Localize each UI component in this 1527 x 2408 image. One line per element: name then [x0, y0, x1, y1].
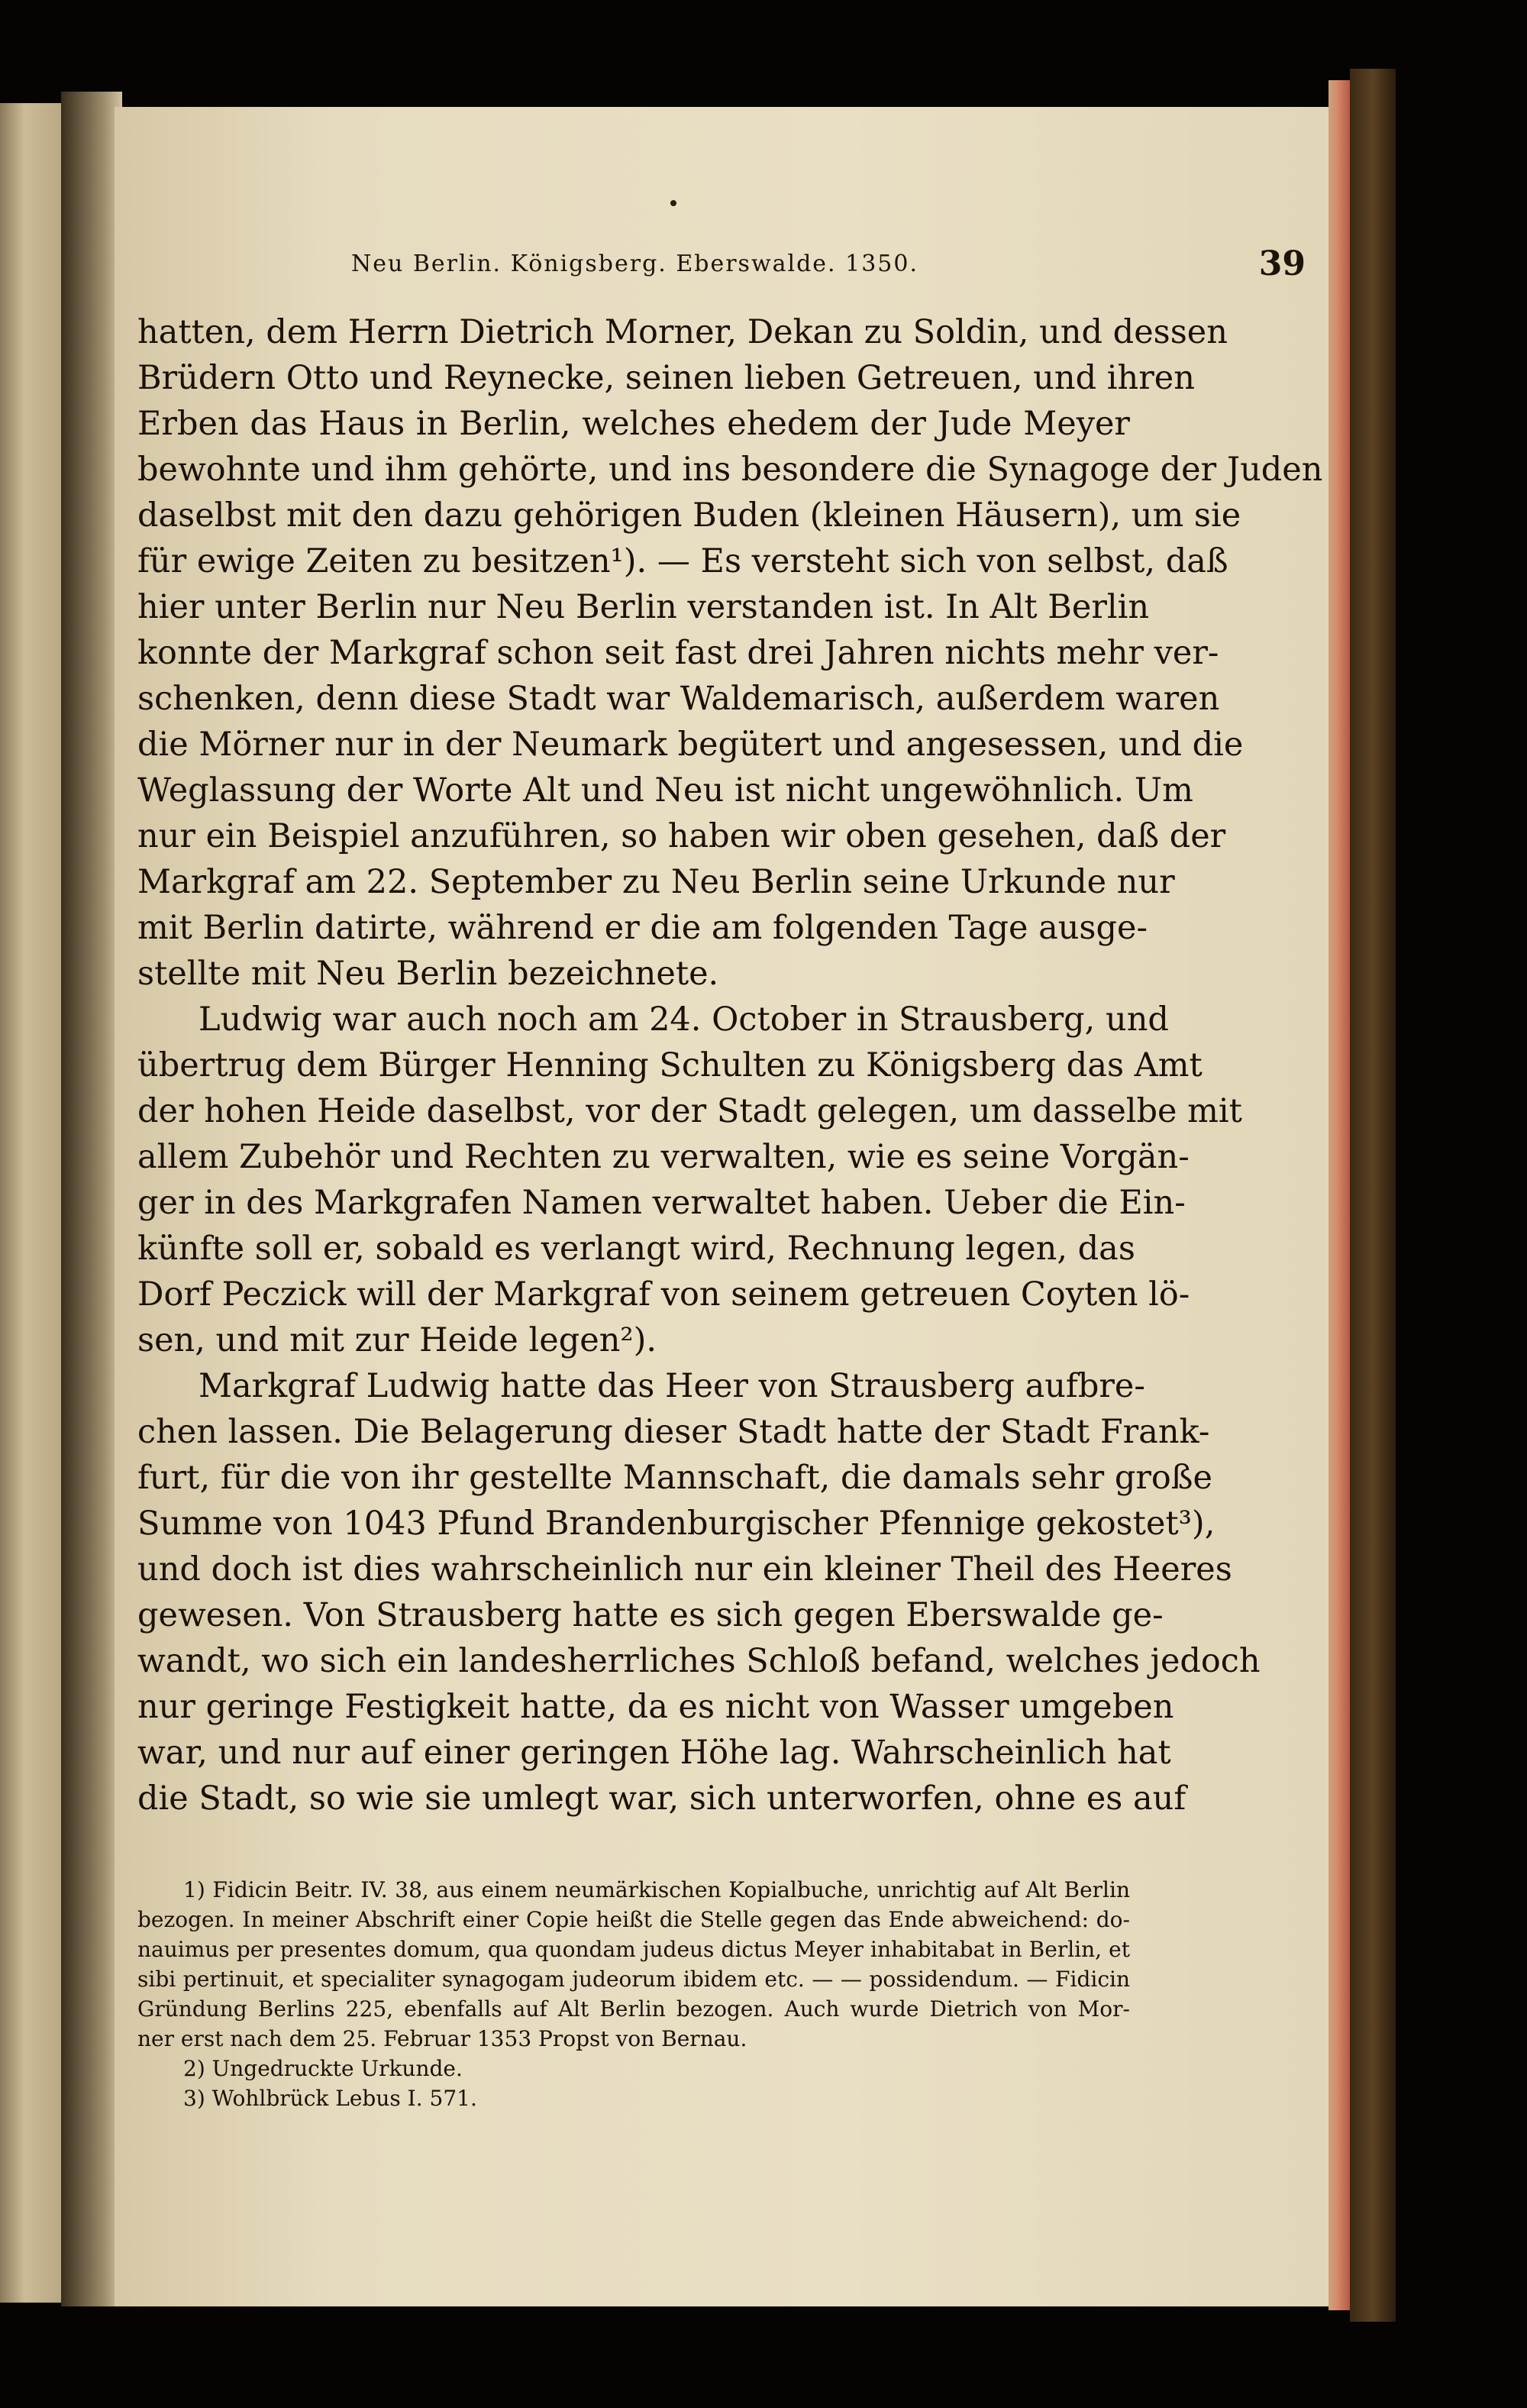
footnote-line: ner erst nach dem 25. Februar 1353 Propst von Bernau.	[137, 2026, 747, 2051]
text-line: und doch ist dies wahrscheinlich nur ein kleiner Theil des Heeres	[137, 1550, 1232, 1589]
text-line: nur geringe Festigkeit hatte, da es nicht von Wasser umgeben	[137, 1688, 1174, 1726]
text-line: gewesen. Von Strausberg hatte es sich gegen Eberswalde ge-	[137, 1596, 1164, 1634]
text-line: die Stadt, so wie sie umlegt war, sich unterworfen, ohne es auf	[137, 1779, 1186, 1818]
footnote-line: 1) Fidicin Beitr. IV. 38, aus einem neumärkischen Kopialbuche, unrichtig auf Alt Berlin	[183, 1877, 1130, 1902]
text-line: schenken, denn diese Stadt war Waldemarisch, außerdem waren	[137, 680, 1220, 718]
left-page-edge	[0, 103, 61, 2303]
text-line: konnte der Markgraf schon seit fast drei Jahren nichts mehr ver-	[137, 634, 1219, 672]
footnotes	[137, 1875, 1130, 2113]
text-line: Markgraf Ludwig hatte das Heer von Strausberg aufbre-	[199, 1367, 1145, 1405]
text-line: Markgraf am 22. September zu Neu Berlin seine Urkunde nur	[137, 863, 1175, 901]
text-line: mit Berlin datirte, während er die am folgenden Tage ausge-	[137, 909, 1148, 947]
text-line: allem Zubehör und Rechten zu verwalten, wie es seine Vorgän-	[137, 1138, 1190, 1176]
text-line: stellte mit Neu Berlin bezeichnete.	[137, 955, 719, 993]
page-number: 39	[1258, 244, 1306, 283]
text-line: übertrug dem Bürger Henning Schulten zu Königsberg das Amt	[137, 1046, 1203, 1084]
text-line: Brüdern Otto und Reynecke, seinen lieben Getreuen, und ihren	[137, 359, 1195, 397]
text-line: bewohnte und ihm gehörte, und ins besondere die Synagoge der Juden	[137, 451, 1323, 489]
text-line: der hohen Heide daselbst, vor der Stadt gelegen, um dasselbe mit	[137, 1092, 1242, 1130]
text-line: sen, und mit zur Heide legen²).	[137, 1321, 657, 1359]
text-line: furt, für die von ihr gestellte Mannschaft, die damals sehr große	[137, 1459, 1212, 1497]
text-line: ger in des Markgrafen Namen verwaltet haben. Ueber die Ein-	[137, 1184, 1186, 1222]
running-head: Neu Berlin. Königsberg. Eberswalde. 1350.	[351, 250, 919, 277]
text-line: die Mörner nur in der Neumark begütert und angesessen, und die	[137, 726, 1244, 764]
text-line: Dorf Peczick will der Markgraf von seinem getreuen Coyten lö-	[137, 1275, 1190, 1314]
footnote-line: nauimus per presentes domum, qua quondam judeus dictus Meyer inhabitabat in Berlin, et	[137, 1937, 1130, 1962]
footnote-line: 3) Wohlbrück Lebus I. 571.	[183, 2086, 477, 2111]
text-line: hier unter Berlin nur Neu Berlin verstanden ist. In Alt Berlin	[137, 588, 1150, 626]
page-block-edge	[1328, 80, 1350, 2310]
book-gutter	[61, 92, 122, 2306]
text-line: künfte soll er, sobald es verlangt wird, Rechnung legen, das	[137, 1230, 1135, 1268]
page-header	[336, 244, 1321, 283]
text-line: Summe von 1043 Pfund Brandenburgischer Pfennige gekostet³),	[137, 1505, 1215, 1543]
text-line: daselbst mit den dazu gehörigen Buden (kleinen Häusern), um sie	[137, 496, 1241, 535]
text-line: chen lassen. Die Belagerung dieser Stadt hatte der Stadt Frank-	[137, 1413, 1210, 1451]
text-line: Erben das Haus in Berlin, welches ehedem der Jude Meyer	[137, 405, 1130, 443]
text-line: hatten, dem Herrn Dietrich Morner, Dekan zu Soldin, und dessen	[137, 313, 1228, 351]
footnote-line: sibi pertinuit, et specialiter synagogam judeorum ibidem etc. — — possidendum. — Fidicin	[137, 1967, 1130, 1992]
body-text	[137, 309, 1323, 1821]
text-line: für ewige Zeiten zu besitzen¹). — Es versteht sich von selbst, daß	[137, 542, 1228, 580]
text-line: war, und nur auf einer geringen Höhe lag. Wahrscheinlich hat	[137, 1734, 1171, 1772]
text-line: Weglassung der Worte Alt und Neu ist nicht ungewöhnlich. Um	[137, 771, 1193, 810]
text-line: wandt, wo sich ein landesherrliches Schloß befand, welches jedoch	[137, 1642, 1261, 1680]
text-line: nur ein Beispiel anzuführen, so haben wir oben gesehen, daß der	[137, 817, 1226, 855]
footnote-line: bezogen. In meiner Abschrift einer Copie heißt die Stelle gegen das Ende abweichend: do-	[137, 1907, 1130, 1932]
text-line: Ludwig war auch noch am 24. October in Strausberg, und	[199, 1000, 1169, 1039]
footnote-line: 2) Ungedruckte Urkunde.	[183, 2056, 463, 2081]
ink-dot	[670, 200, 676, 206]
footnote-line: Gründung Berlins 225, ebenfalls auf Alt Berlin bezogen. Auch wurde Dietrich von Mor-	[137, 1996, 1130, 2022]
book-cover-edge	[1350, 69, 1396, 2322]
